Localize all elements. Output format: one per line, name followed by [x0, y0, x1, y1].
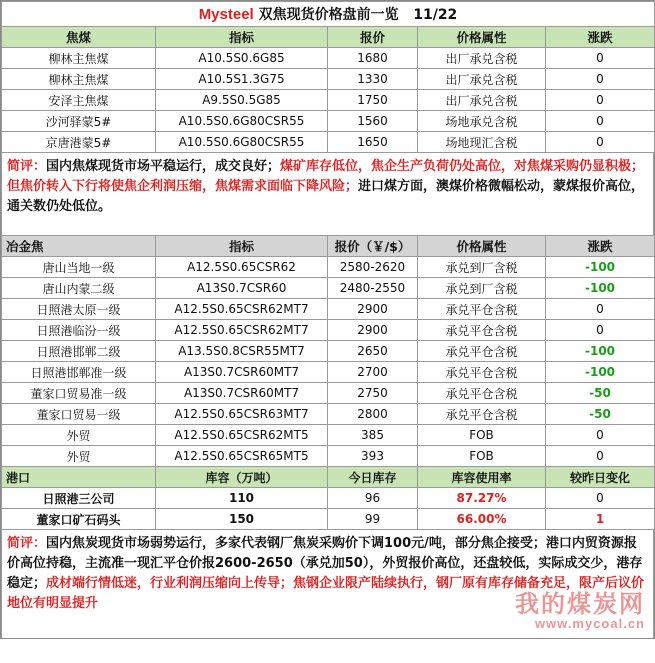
page-title — [2, 2, 655, 27]
header-port-change: 较昨日变化 — [546, 467, 655, 488]
table-row — [2, 320, 655, 341]
table-row — [2, 257, 655, 278]
coke-change: -50 — [546, 383, 655, 404]
watermark-main: 我的煤炭网 — [515, 590, 645, 618]
coal-spec: A9.5S0.5G85 — [156, 90, 328, 111]
coke-price: 2800 — [328, 404, 418, 425]
coke-attr: 承兑平仓含税 — [418, 362, 546, 383]
header-spec: 指标 — [156, 236, 328, 257]
coke-name: 日照港邯郸二级 — [2, 341, 156, 362]
coal-price: 1680 — [328, 48, 418, 69]
coke-spec: A12.5S0.65CSR65MT5 — [156, 446, 328, 467]
comment-label: 简评： — [7, 159, 47, 174]
table-row — [2, 69, 655, 90]
table-row — [2, 90, 655, 111]
coke-spec: A13S0.7CSR60MT7 — [156, 362, 328, 383]
table-row — [2, 446, 655, 467]
coal-name: 沙河驿蒙5# — [2, 111, 156, 132]
port-usage: 87.27% — [418, 488, 546, 509]
coking-coal-table — [1, 1, 655, 153]
table-row — [2, 111, 655, 132]
header-spec: 指标 — [156, 27, 328, 48]
port-name: 日照港三公司 — [2, 488, 156, 509]
coke-comment — [1, 530, 654, 638]
table-row — [2, 509, 655, 530]
table-row — [2, 132, 655, 153]
comment1-seg2: 煤矿库存低位，焦企生产负荷仍处高位，对焦煤采购仍显积极；但焦价转入下行将使焦企利润压缩，焦煤需求面临下降风险； — [7, 159, 645, 194]
watermark — [515, 590, 645, 634]
coke-spec: A12.5S0.65CSR62MT7 — [156, 299, 328, 320]
coke-price: 2480-2550 — [328, 278, 418, 299]
coal-spec: A10.5S0.6G85 — [156, 48, 328, 69]
coke-name: 董家口贸易一级 — [2, 404, 156, 425]
coke-price: 2900 — [328, 320, 418, 341]
coking-header-row — [2, 27, 655, 48]
header-change: 涨跌 — [546, 236, 655, 257]
coal-price: 1750 — [328, 90, 418, 111]
coke-price: 2580-2620 — [328, 257, 418, 278]
coke-name: 外贸 — [2, 446, 156, 467]
table-row — [2, 341, 655, 362]
coke-name: 日照港太原一级 — [2, 299, 156, 320]
comment1-seg3: 进口煤方面，澳煤价格微幅松动，蒙煤报价高位，通关数仍处低位。 — [7, 179, 645, 214]
table-row — [2, 299, 655, 320]
title-brand: Mysteel — [198, 6, 254, 23]
coke-spec: A13.5S0.8CSR55MT7 — [156, 341, 328, 362]
table-row — [2, 383, 655, 404]
coal-spec: A10.5S1.3G75 — [156, 69, 328, 90]
coal-name: 京唐港蒙5# — [2, 132, 156, 153]
coal-price: 1560 — [328, 111, 418, 132]
coke-attr: 承兑平仓含税 — [418, 383, 546, 404]
coke-price: 393 — [328, 446, 418, 467]
coke-change: -100 — [546, 278, 655, 299]
coke-change: 0 — [546, 320, 655, 341]
coal-change: 0 — [546, 132, 655, 153]
watermark-url: www.mycoal.cn — [534, 616, 645, 631]
port-capacity: 150 — [156, 509, 328, 530]
port-name: 董家口矿石码头 — [2, 509, 156, 530]
table-row — [2, 488, 655, 509]
coal-price: 1650 — [328, 132, 418, 153]
coal-spec: A10.5S0.6G80CSR55 — [156, 132, 328, 153]
coke-spec: A13S0.7CSR60 — [156, 278, 328, 299]
header-coke: 冶金焦 — [2, 236, 156, 257]
coke-header-row — [2, 236, 655, 257]
coal-attr: 场地承兑含税 — [418, 111, 546, 132]
coke-spec: A13S0.7CSR60MT7 — [156, 383, 328, 404]
coke-price: 2650 — [328, 341, 418, 362]
coal-change: 0 — [546, 90, 655, 111]
port-change: 1 — [546, 509, 655, 530]
coke-change: 0 — [546, 425, 655, 446]
port-stock: 99 — [328, 509, 418, 530]
coke-attr: 承兑到厂含税 — [418, 257, 546, 278]
coke-attr: 承兑平仓含税 — [418, 299, 546, 320]
comment1-seg1: 国内焦煤现货市场平稳运行，成交良好； — [46, 159, 281, 174]
coke-name: 董家口贸易准一级 — [2, 383, 156, 404]
header-price: 报价（￥/$） — [328, 236, 418, 257]
coal-attr: 场地现汇含税 — [418, 132, 546, 153]
header-stock: 今日库存 — [328, 467, 418, 488]
port-change: 0 — [546, 488, 655, 509]
title-date: 11/22 — [413, 7, 458, 23]
coke-price: 2700 — [328, 362, 418, 383]
coke-table — [1, 235, 655, 530]
coke-change: -100 — [546, 257, 655, 278]
coal-attr: 出厂承兑含税 — [418, 69, 546, 90]
header-attr: 价格属性 — [418, 27, 546, 48]
table-row — [2, 425, 655, 446]
coke-price: 2900 — [328, 299, 418, 320]
coke-change: -100 — [546, 341, 655, 362]
title-row — [2, 2, 655, 27]
coke-spec: A12.5S0.65CSR62MT7 — [156, 320, 328, 341]
header-change: 涨跌 — [546, 27, 655, 48]
coke-price: 385 — [328, 425, 418, 446]
port-capacity: 110 — [156, 488, 328, 509]
coal-name: 柳林主焦煤 — [2, 69, 156, 90]
table-row — [2, 362, 655, 383]
coal-change: 0 — [546, 48, 655, 69]
coke-attr: 承兑到厂含税 — [418, 278, 546, 299]
coke-attr: FOB — [418, 446, 546, 467]
coal-attr: 出厂承兑含税 — [418, 90, 546, 111]
coke-spec: A12.5S0.65CSR63MT7 — [156, 404, 328, 425]
coke-attr: 承兑平仓含税 — [418, 341, 546, 362]
header-price: 报价 — [328, 27, 418, 48]
coke-name: 外贸 — [2, 425, 156, 446]
port-usage: 66.00% — [418, 509, 546, 530]
comment2-seg1: 国内焦炭现货市场弱势运行，多家代表钢厂焦炭采购价下调100元/吨，部分焦企接受；港口内贸资源报价高位持稳，主流准一现汇平仓价报2600-2650（承兑加50），外贸报价高位，还盘较低，实际成交少，港存稳定； — [7, 536, 643, 591]
comment2-seg2: 成材端行情低迷，行业利润压缩向上传导；焦钢企业限产陆续执行，钢厂原有库存储备充足，限产后议价地位有明显提升 — [7, 576, 645, 611]
table-row — [2, 48, 655, 69]
table-row — [2, 278, 655, 299]
title-text: 双焦现货价格盘前一览 — [258, 7, 399, 23]
coal-attr: 出厂承兑含税 — [418, 48, 546, 69]
coke-name: 日照港临汾一级 — [2, 320, 156, 341]
coke-attr: FOB — [418, 425, 546, 446]
header-coking-coal: 焦煤 — [2, 27, 156, 48]
comment-label: 简评： — [7, 536, 47, 551]
coke-change: 0 — [546, 299, 655, 320]
coke-spec: A12.5S0.65CSR62MT5 — [156, 425, 328, 446]
coke-spec: A12.5S0.65CSR62 — [156, 257, 328, 278]
coal-change: 0 — [546, 111, 655, 132]
coke-change: 0 — [546, 446, 655, 467]
port-stock: 96 — [328, 488, 418, 509]
coal-spec: A10.5S0.6G80CSR55 — [156, 111, 328, 132]
coal-change: 0 — [546, 69, 655, 90]
table-row — [2, 404, 655, 425]
header-attr: 价格属性 — [418, 236, 546, 257]
port-header-row — [2, 467, 655, 488]
coking-comment — [1, 153, 654, 235]
coal-name: 柳林主焦煤 — [2, 48, 156, 69]
header-port: 港口 — [2, 467, 156, 488]
coke-name: 唐山内蒙二级 — [2, 278, 156, 299]
coke-name: 日照港邯郸准一级 — [2, 362, 156, 383]
header-capacity: 库容（万吨） — [156, 467, 328, 488]
coke-change: -100 — [546, 362, 655, 383]
coke-attr: 承兑平仓含税 — [418, 404, 546, 425]
coke-change: -50 — [546, 404, 655, 425]
coke-attr: 承兑平仓含税 — [418, 320, 546, 341]
header-usage: 库容使用率 — [418, 467, 546, 488]
coal-name: 安泽主焦煤 — [2, 90, 156, 111]
coal-price: 1330 — [328, 69, 418, 90]
coke-name: 唐山当地一级 — [2, 257, 156, 278]
coke-price: 2750 — [328, 383, 418, 404]
